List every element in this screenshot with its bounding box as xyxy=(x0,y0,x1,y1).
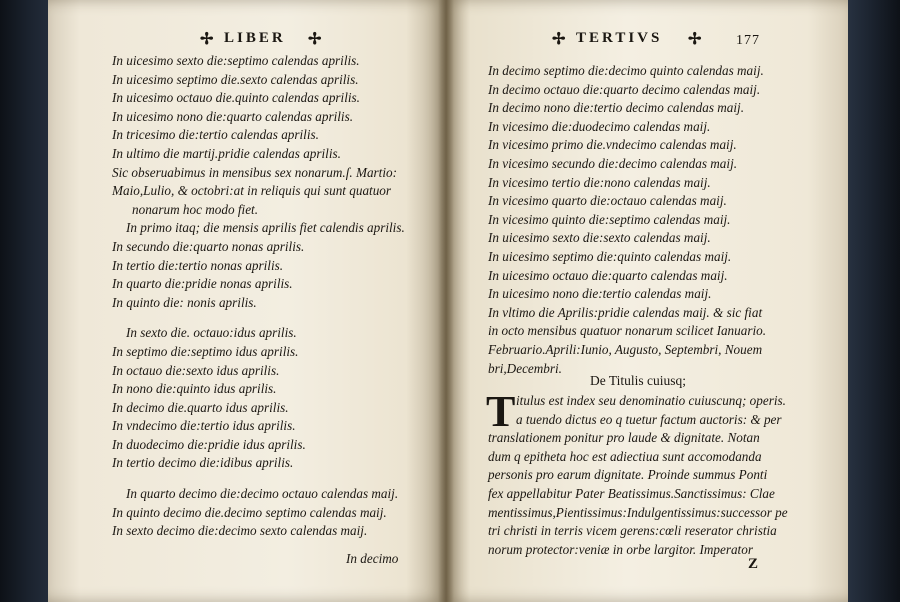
left-page xyxy=(48,0,446,602)
page-number: 177 xyxy=(736,33,760,48)
text-line: In uicesimo sexto die:septimo calendas aprilis. xyxy=(112,53,360,68)
running-head-title: TERTIVS xyxy=(576,30,663,46)
text-line: In decimo die.quarto idus aprilis. xyxy=(112,399,289,415)
text-line: In vicesimo die:duodecimo calendas maij. xyxy=(488,118,711,134)
text-line: In vicesimo secundo die:decimo calendas maij. xyxy=(488,155,738,171)
text-line: In vicesimo primo die.vndecimo calendas maij. xyxy=(488,137,737,153)
text-line: bri,Decembri. xyxy=(488,360,562,376)
text-line: dum q epitheta hoc est adiectiua sunt accomodanda xyxy=(488,448,762,464)
text-line: In duodecimo die:pridie idus aprilis. xyxy=(112,436,306,452)
right-page-text xyxy=(488,62,766,378)
text-line: itulus est index seu denominatio cuiuscunq; operis. xyxy=(516,393,786,408)
text-line: In uicesimo septimo die:quinto calendas maij. xyxy=(488,248,732,264)
text-line: In tertio decimo die:idibus aprilis. xyxy=(112,455,294,471)
text-line: In uicesimo sexto die:sexto calendas maij. xyxy=(488,230,711,246)
text-line: mentissimus,Pientissimus:Indulgentissimus:successor pe xyxy=(488,504,788,520)
text-line: Maio,Lulio, & octobri:at in reliquis qui sunt quatuor xyxy=(112,183,392,199)
text-line: In quarto decimo die:decimo octauo calendas maij. xyxy=(126,486,399,502)
text-line: In octauo die:sexto idus aprilis. xyxy=(112,362,280,378)
text-line: In uicesimo nono die:quarto calendas aprilis. xyxy=(112,108,354,124)
text-line: In nono die:quinto idus aprilis. xyxy=(112,381,277,397)
section-title: De Titulis cuiusq; xyxy=(589,373,687,388)
text-line: in octo mensibus quatuor nonarum scilicet Ianuario. xyxy=(488,323,767,339)
drop-capital: T xyxy=(486,387,516,436)
text-line: Sic obseruabimus in mensibus sex nonarum.ſ. Martio: xyxy=(112,164,397,180)
text-line: translationem ponitur pro laude & dignitate. Notan xyxy=(488,430,760,446)
text-line: In secundo die:quarto nonas aprilis. xyxy=(112,238,305,254)
signature-mark: Z xyxy=(748,556,759,572)
text-line: In quarto die:pridie nonas aprilis. xyxy=(112,276,293,292)
paragraph-text xyxy=(486,387,788,559)
fleuron-ornament-icon: ✢ xyxy=(200,31,217,48)
book-gutter xyxy=(438,0,454,602)
fleuron-ornament-icon: ✢ xyxy=(308,31,325,48)
text-line: In uicesimo octauo die:quarto calendas maij. xyxy=(488,267,728,283)
fleuron-ornament-icon: ✢ xyxy=(688,31,705,48)
text-line: In vicesimo quarto die:octauo calendas maij. xyxy=(488,193,727,209)
text-line: In decimo octauo die:quarto decimo calendas maij. xyxy=(488,81,761,97)
text-line: In uicesimo septimo die.sexto calendas aprilis. xyxy=(112,71,359,87)
text-line: In primo itaq; die mensis aprilis fiet calendis aprilis. xyxy=(126,220,405,236)
text-line: In vicesimo quinto die:septimo calendas maij. xyxy=(488,211,731,227)
text-line: In septimo die:septimo idus aprilis. xyxy=(112,343,299,359)
text-line: nonarum hoc modo fiet. xyxy=(132,201,259,217)
text-line: tri christi in terris vicem gerens:cœli reserator christia xyxy=(488,523,777,539)
catchword: In decimo xyxy=(346,551,399,566)
text-line: In sexto decimo die:decimo sexto calendas maij. xyxy=(112,523,368,539)
text-line: In quinto decimo die.decimo septimo calendas maij. xyxy=(112,504,387,520)
left-page-text xyxy=(112,52,405,541)
book-cover-right xyxy=(840,0,900,602)
text-line: In decimo nono die:tertio decimo calendas maij. xyxy=(488,100,744,116)
text-line: In vicesimo tertio die:nono calendas maij. xyxy=(488,174,711,190)
running-head-title: LIBER xyxy=(224,30,286,46)
text-line: In quinto die: nonis aprilis. xyxy=(112,294,257,310)
text-line: In decimo septimo die:decimo quinto calendas maij. xyxy=(488,63,764,78)
blank-line xyxy=(112,312,405,324)
text-line: In ultimo die martij.pridie calendas aprilis. xyxy=(112,145,341,161)
fleuron-ornament-icon: ✢ xyxy=(552,31,569,48)
right-page xyxy=(446,0,848,602)
text-line: In sexto die. octauo:idus aprilis. xyxy=(126,325,297,341)
text-line: In tricesimo die:tertio calendas aprilis. xyxy=(112,127,319,143)
text-line: norum protector:veniæ in orbe largitor. Imperator xyxy=(488,541,753,557)
text-line: fex appellabitur Pater Beatissimus.Sanctissimus: Clae xyxy=(488,485,775,501)
text-line: In uicesimo octauo die.quinto calendas aprilis. xyxy=(112,90,360,106)
text-line: In uicesimo nono die:tertio calendas maij. xyxy=(488,286,712,302)
text-line: In vltimo die Aprilis:pridie calendas maij. & sic fiat xyxy=(488,304,763,320)
text-line: In vndecimo die:tertio idus aprilis. xyxy=(112,418,296,434)
text-line: a tuendo dictus eo q tuetur factum auctoris: & per xyxy=(516,411,782,427)
text-line: In tertio die:tertio nonas aprilis. xyxy=(112,257,284,273)
text-line: Februario.Aprili:Iunio, Augusto, Septembri, Nouem xyxy=(488,341,763,357)
text-line: personis pro earum dignitate. Proinde summus Ponti xyxy=(488,467,768,483)
blank-line xyxy=(112,473,405,485)
